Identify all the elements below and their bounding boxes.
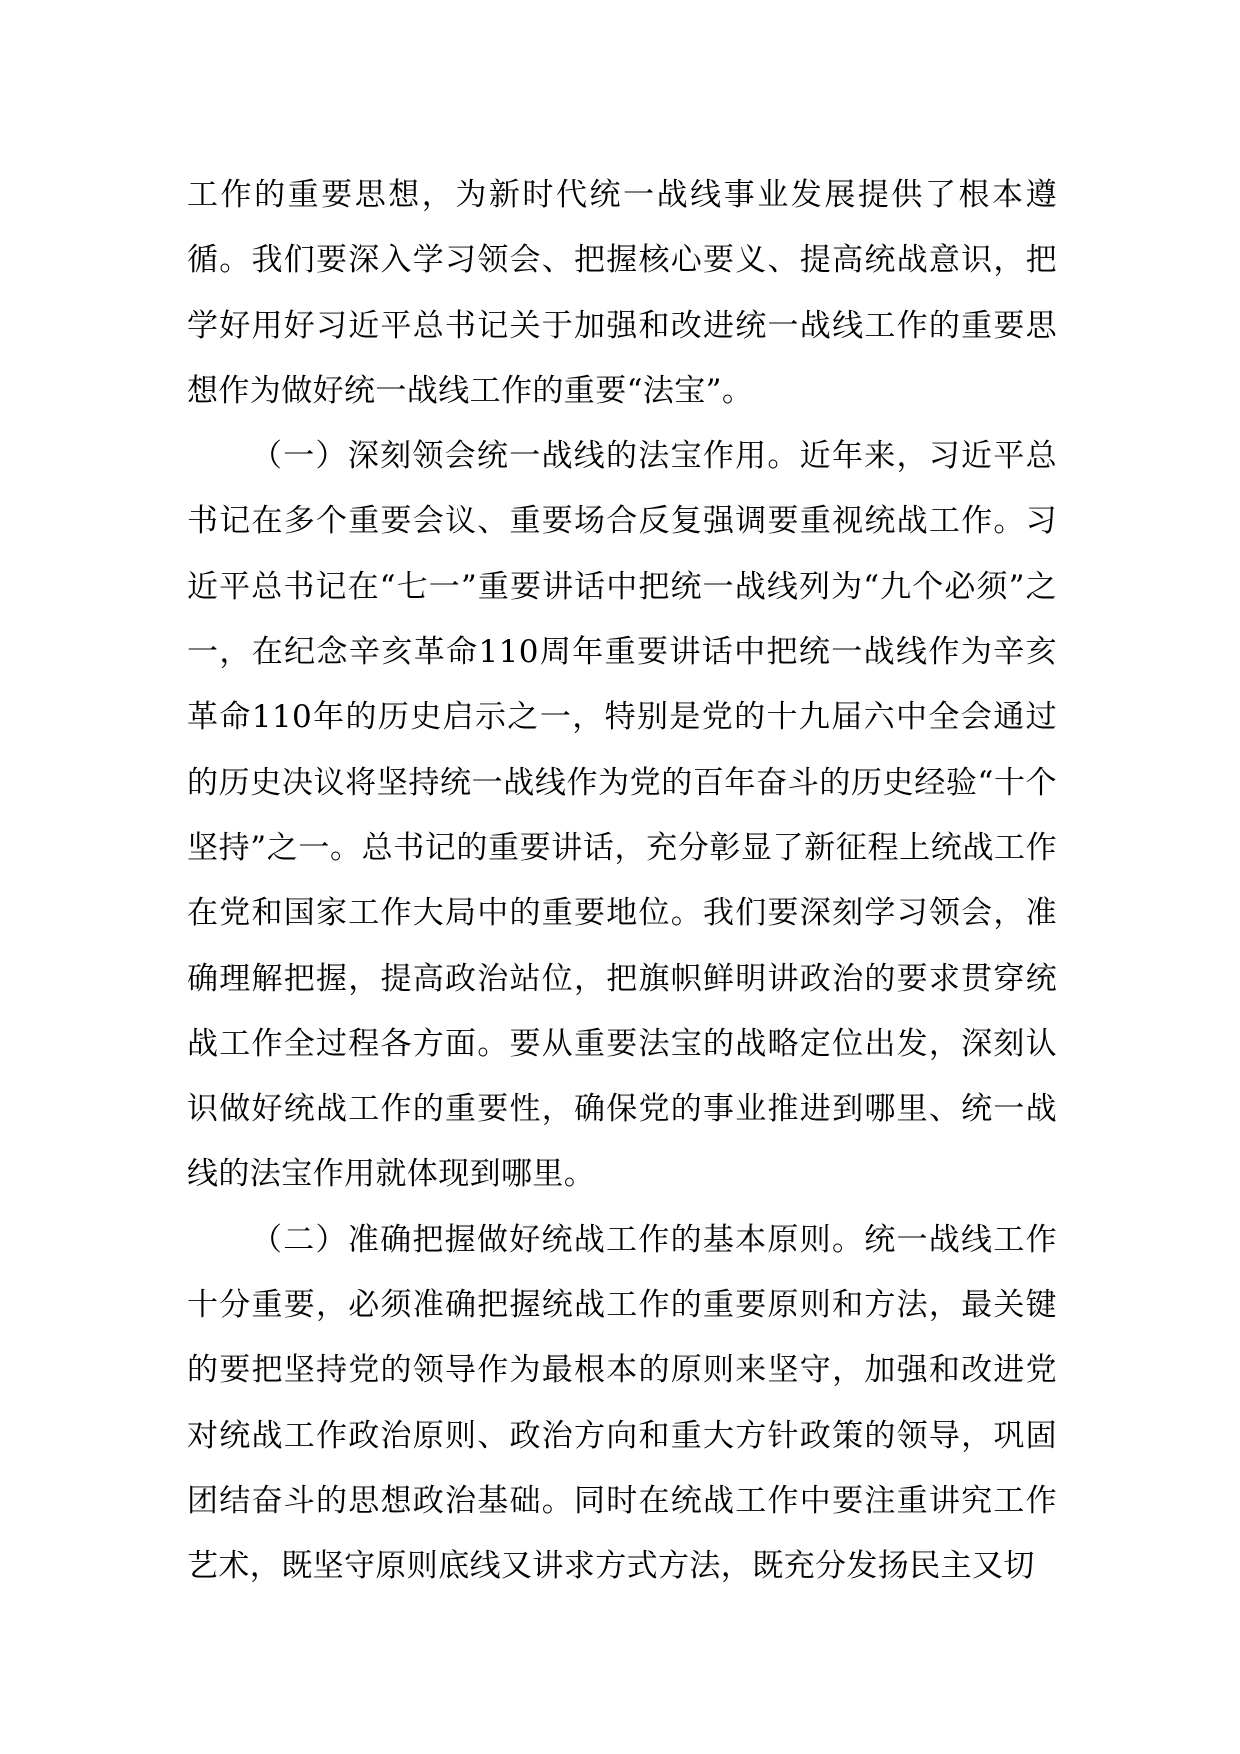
paragraph-section-2: （二）准确把握做好统战工作的基本原则。统一战线工作十分重要，必须准确把握统战工作的重要原则和方法，最关键的要把坚持党的领导作为最根本的原则来坚守，加强和改进党对统战工作政治原则、政治方向和重大方针政策的领导，巩固团结奋斗的思想政治基础。同时在统战工作中要注重讲究工作艺术，既坚守原则底线又讲求方式方法，既充分发扬民主又切 <box>187 1221 1057 1585</box>
document-body <box>187 163 1057 1600</box>
paragraph-section-1: （一）深刻领会统一战线的法宝作用。近年来，习近平总书记在多个重要会议、重要场合反复强调要重视统战工作。习近平总书记在“七一”重要讲话中把统一战线列为“九个必须”之一，在纪念辛亥革命110周年重要讲话中把统一战线作为辛亥革命110年的历史启示之一，特别是党的十九届六中全会通过的历史决议将坚持统一战线作为党的百年奋斗的历史经验“十个坚持”之一。总书记的重要讲话，充分彰显了新征程上统战工作在党和国家工作大局中的重要地位。我们要深刻学习领会，准确理解把握，提高政治站位，把旗帜鲜明讲政治的要求贯穿统战工作全过程各方面。要从重要法宝的战略定位出发，深刻认识做好统战工作的重要性，确保党的事业推进到哪里、统一战线的法宝作用就体现到哪里。 <box>187 438 1057 1193</box>
paragraph-continuation: 工作的重要思想，为新时代统一战线事业发展提供了根本遵循。我们要深入学习领会、把握核心要义、提高统战意识，把学好用好习近平总书记关于加强和改进统一战线工作的重要思想作为做好统一战线工作的重要“法宝”。 <box>187 177 1057 409</box>
